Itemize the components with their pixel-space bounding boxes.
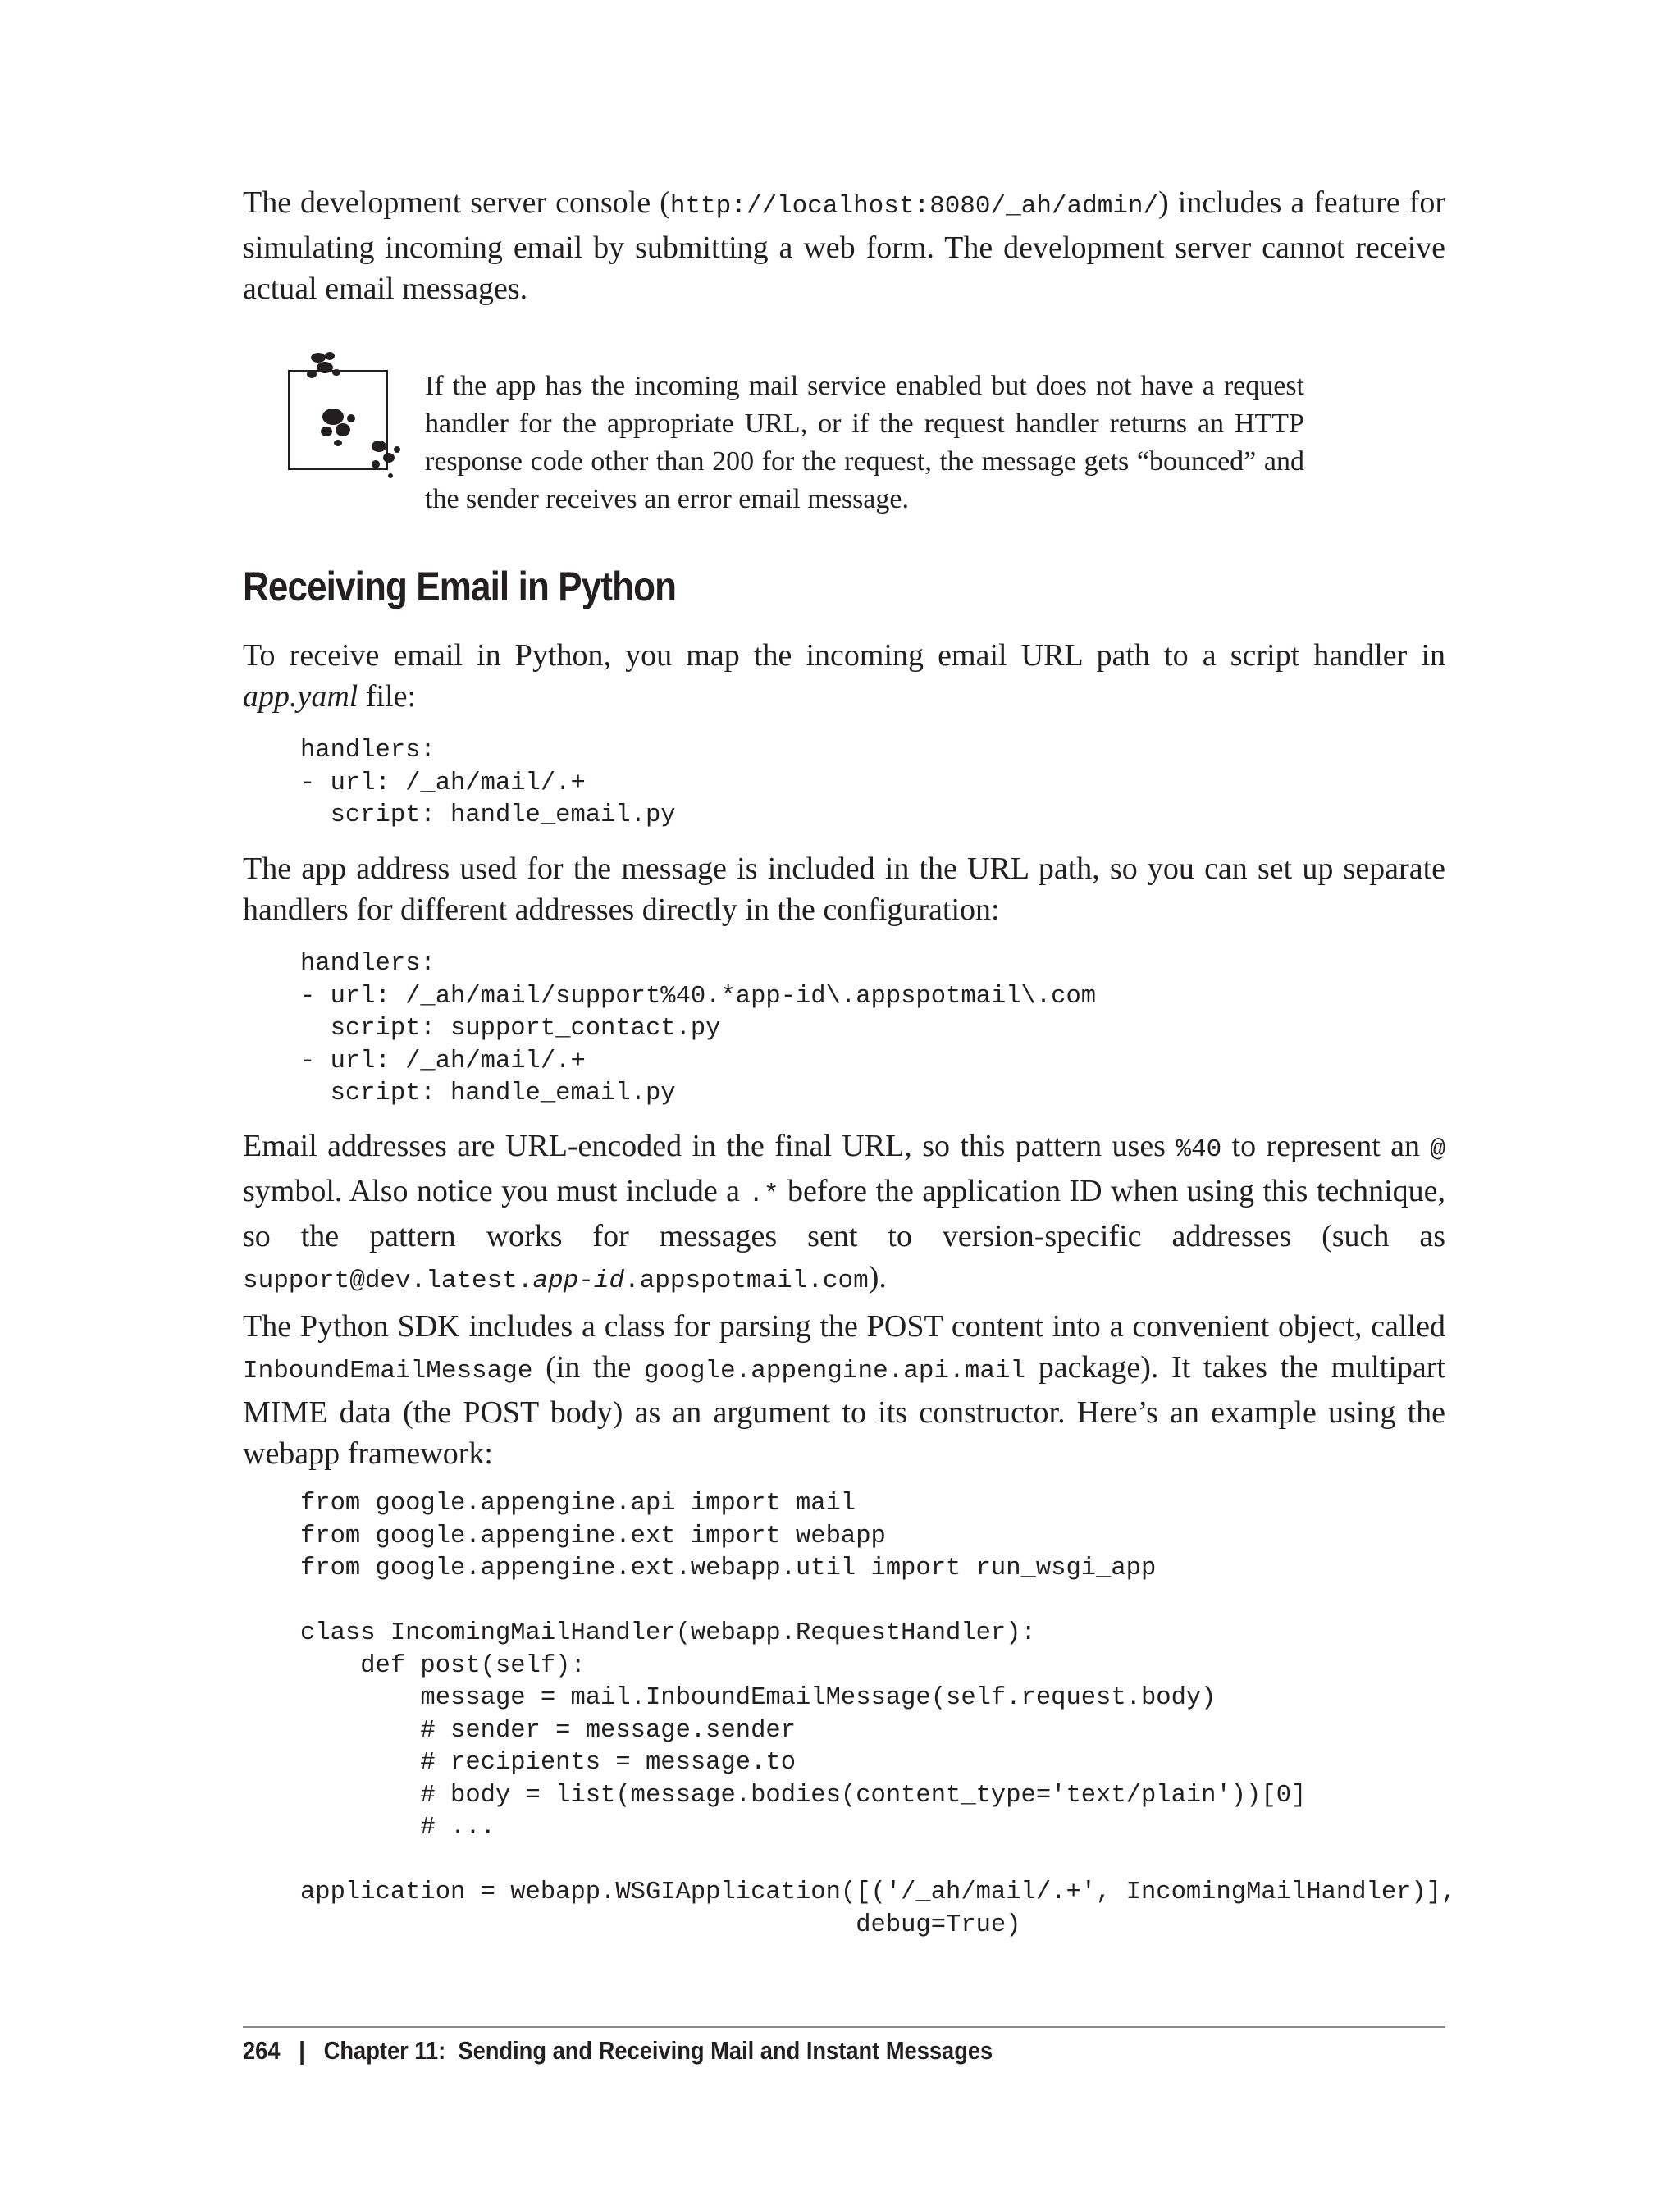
intro-text-1: The development server console ( (243, 185, 670, 220)
code-percent40: %40 (1176, 1135, 1222, 1164)
paragraph-3-text-a: Email addresses are URL-encoded in the final URL, so this pattern uses (243, 1129, 1176, 1163)
tip-note (287, 345, 1354, 514)
code-app-id: app-id (532, 1267, 625, 1295)
paragraph-3-text-d: before the application ID when using this technique, so the pattern works for messages sent to version-specific addresses (such as (243, 1174, 1445, 1253)
code-listing-3: from google.appengine.api import mail from google.appengine.ext import webapp from google.appengine.ext.webapp.util import run_wsgi_app class IncomingMailHandler(webapp.RequestHandler): def post(self): message = mail.InboundEmailMessage(self.request.body) # sender = message.sender # recipients = message.to # body = list(message.bodies(content_type='text/plain'))[0] # ... application = webapp.WSGIApplication([('/_ah/mail/.+', IncomingMailHandler)], debug=True) (300, 1490, 1457, 1939)
code-support-address-c: .appspotmail.com (624, 1267, 869, 1295)
code-listing-1: handlers: - url: /_ah/mail/.+ script: handle_email.py (300, 737, 676, 829)
code-at-symbol: @ (1430, 1135, 1445, 1164)
code-support-address-a: support@dev.latest. (243, 1267, 533, 1295)
footer-divider (243, 2026, 1445, 2028)
paragraph-4-text-a: The Python SDK includes a class for parsing the POST content into a convenient object, called (243, 1309, 1445, 1344)
tip-animal-icon (287, 345, 410, 500)
intro-text-2: ) includes a feature for simulating incoming email by submitting a web form. The development server cannot receive actual email messages. (243, 185, 1445, 306)
page-footer (243, 2036, 993, 2066)
code-block-1 (300, 735, 676, 833)
paragraph-1-text-b: file: (358, 679, 417, 714)
paragraph-2-block (243, 848, 1445, 930)
section-heading: Receiving Email in Python (243, 564, 677, 609)
code-dot-star: .* (748, 1180, 779, 1209)
paragraph-3-text-c: symbol. Also notice you must include a (243, 1174, 749, 1208)
code-block-3 (300, 1488, 1456, 1942)
paragraph-3 (243, 1125, 1445, 1302)
paragraph-3-text-b: to represent an (1221, 1129, 1431, 1163)
code-block-2 (300, 948, 1096, 1111)
footer-separator: | (299, 2036, 305, 2065)
tip-note-text: If the app has the incoming mail service enabled but does not have a request handler for the appropriate URL, or if the request handler returns an HTTP response code other than 200 for the request, the message gets “bounced” and the sender receives an error email message. (425, 371, 1304, 514)
intro-paragraph (243, 182, 1445, 309)
code-inbound-email-message: InboundEmailMessage (243, 1357, 533, 1386)
chapter-title: Chapter 11: Sending and Receiving Mail and Instant Messages (323, 2036, 993, 2065)
paragraph-1-block (243, 635, 1445, 717)
paragraph-4-block (243, 1306, 1445, 1474)
paragraph-3-text-e: ). (868, 1260, 887, 1294)
intro-paragraph-block (243, 182, 1445, 309)
paragraph-1-text-a: To receive email in Python, you map the incoming email URL path to a script handler in (243, 638, 1445, 673)
code-mail-package: google.appengine.api.mail (644, 1357, 1026, 1386)
paragraph-4-text-c: package). It takes the multipart MIME data (the POST body) as an argument to its constructor. Here’s an example using the webapp framework: (243, 1350, 1445, 1471)
paragraph-2: The app address used for the message is included in the URL path, so you can set up separate handlers for different addresses directly in the configuration: (243, 851, 1445, 927)
code-listing-2: handlers: - url: /_ah/mail/support%40.*app-id\.appspotmail\.com script: support_contact.py - url: /_ah/mail/.+ script: handle_email.py (300, 950, 1097, 1107)
admin-console-url: http://localhost:8080/_ah/admin/ (669, 192, 1159, 221)
paragraph-3-block (243, 1125, 1445, 1302)
page-number: 264 (243, 2036, 281, 2065)
paragraph-4-text-b: (in the (532, 1350, 645, 1385)
app-yaml-filename: app.yaml (243, 679, 358, 714)
paragraph-4 (243, 1306, 1445, 1474)
paragraph-1 (243, 635, 1445, 717)
